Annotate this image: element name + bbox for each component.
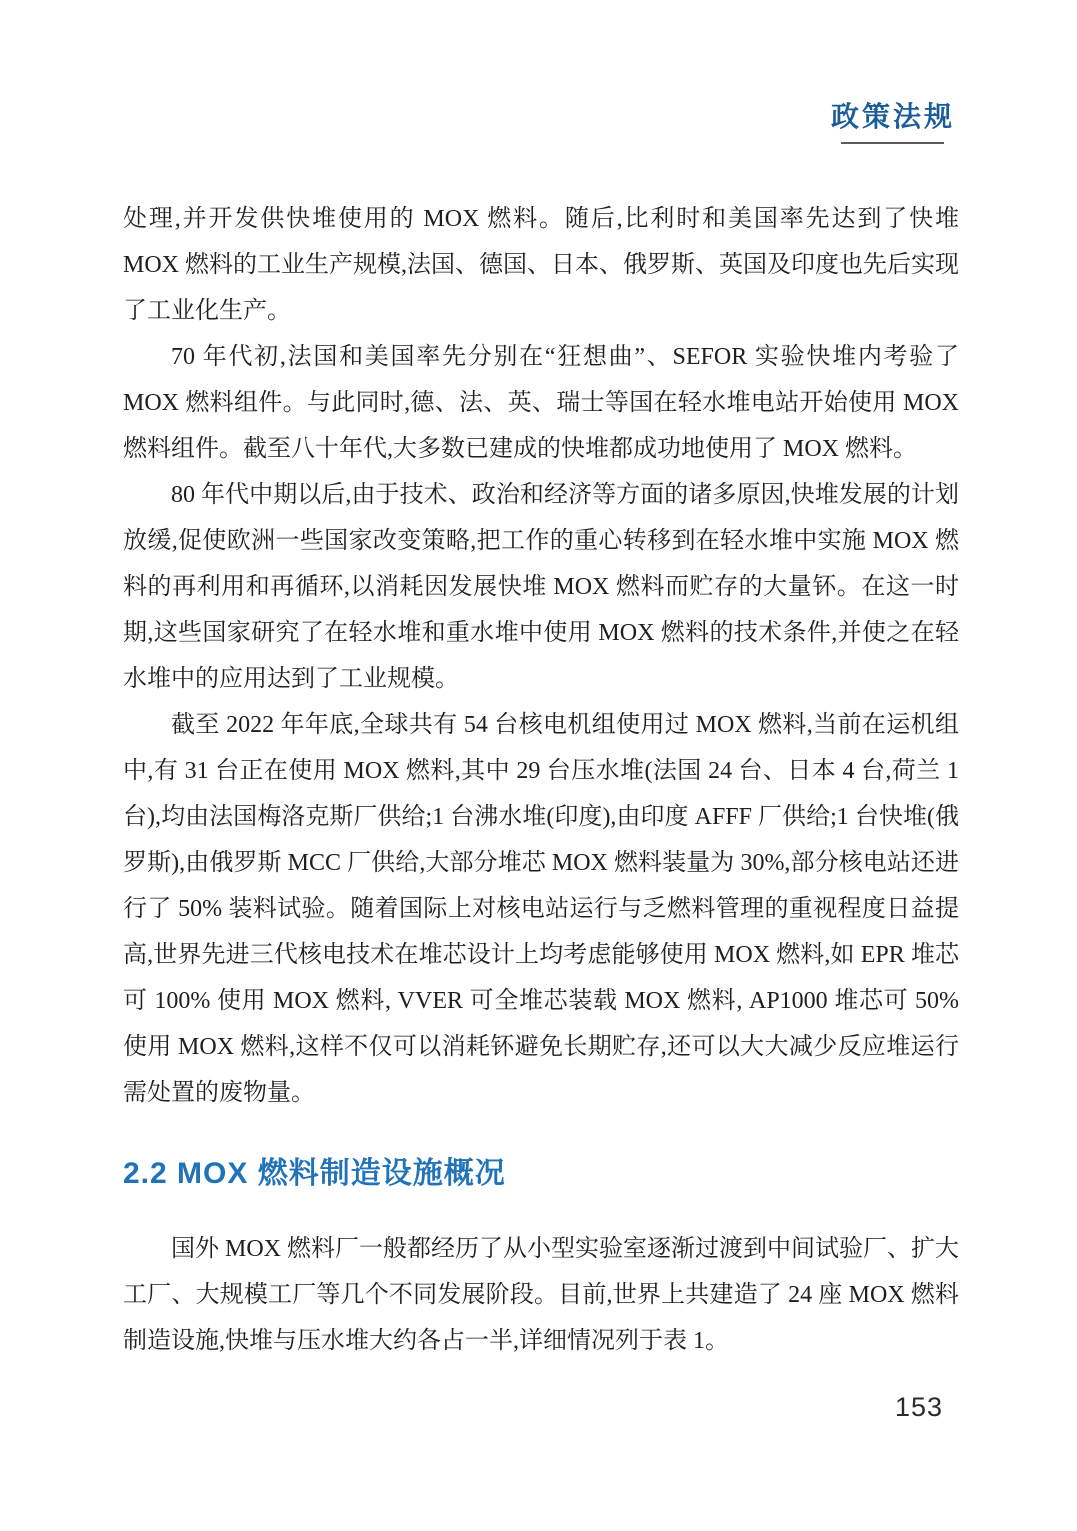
running-header-label: 政策法规: [830, 102, 955, 133]
header-underline: [841, 142, 944, 144]
section-heading: 2.2 MOX 燃料制造设施概况: [123, 1157, 506, 1190]
paragraph-2: 70 年代初,法国和美国率先分别在“狂想曲”、SEFOR 实验快堆内考验了 MOX 燃料组件。与此同时,德、法、英、瑞士等国在轻水堆电站开始使用 MOX 燃料组件。截至八十年代,大多数已建成的快堆都成功地使用了 MOX 燃料。: [123, 344, 959, 462]
page-number: 153: [894, 1392, 943, 1422]
page-header: [831, 103, 955, 144]
paragraph-1: 处理,并开发供快堆使用的 MOX 燃料。随后,比利时和美国率先达到了快堆 MOX 燃料的工业生产规模,法国、德国、日本、俄罗斯、英国及印度也先后实现了工业化生产。: [123, 206, 960, 324]
paragraph-4: 截至 2022 年年底,全球共有 54 台核电机组使用过 MOX 燃料,当前在运机组中,有 31 台正在使用 MOX 燃料,其中 29 台压水堆(法国 24 台、日本 4 台,荷兰 1 台),均由法国梅洛克斯厂供给;1 台沸水堆(印度),由印度 AFFF 厂供给;1 台快堆(俄罗斯),由俄罗斯 MCC 厂供给,大部分堆芯 MOX 燃料装量为 30%,部分核电站还进行了 50% 装料试验。随着国际上对核电站运行与乏燃料管理的重视程度日益提高,世界先进三代核电技术在堆芯设计上均考虑能够使用 MOX 燃料,如 EPR 堆芯可 100% 使用 MOX 燃料, VVER 可全堆芯装载 MOX 燃料, AP1000 堆芯可 50% 使用 MOX 燃料,这样不仅可以消耗钚避免长期贮存,还可以大大减少反应堆运行需处置的废物量。: [123, 712, 959, 1106]
paragraph-3: 80 年代中期以后,由于技术、政治和经济等方面的诸多原因,快堆发展的计划放缓,促使欧洲一些国家改变策略,把工作的重心转移到在轻水堆中实施 MOX 燃料的再利用和再循环,以消耗因发展快堆 MOX 燃料而贮存的大量钚。在这一时期,这些国家研究了在轻水堆和重水堆中使用 MOX 燃料的技术条件,并使之在轻水堆中的应用达到了工业规模。: [123, 482, 959, 692]
page-body: [123, 196, 959, 1364]
paragraph-5: 国外 MOX 燃料厂一般都经历了从小型实验室逐渐过渡到中间试验厂、扩大工厂、大规模工厂等几个不同发展阶段。目前,世界上共建造了 24 座 MOX 燃料制造设施,快堆与压水堆大约各占一半,详细情况列于表 1。: [123, 1236, 960, 1354]
